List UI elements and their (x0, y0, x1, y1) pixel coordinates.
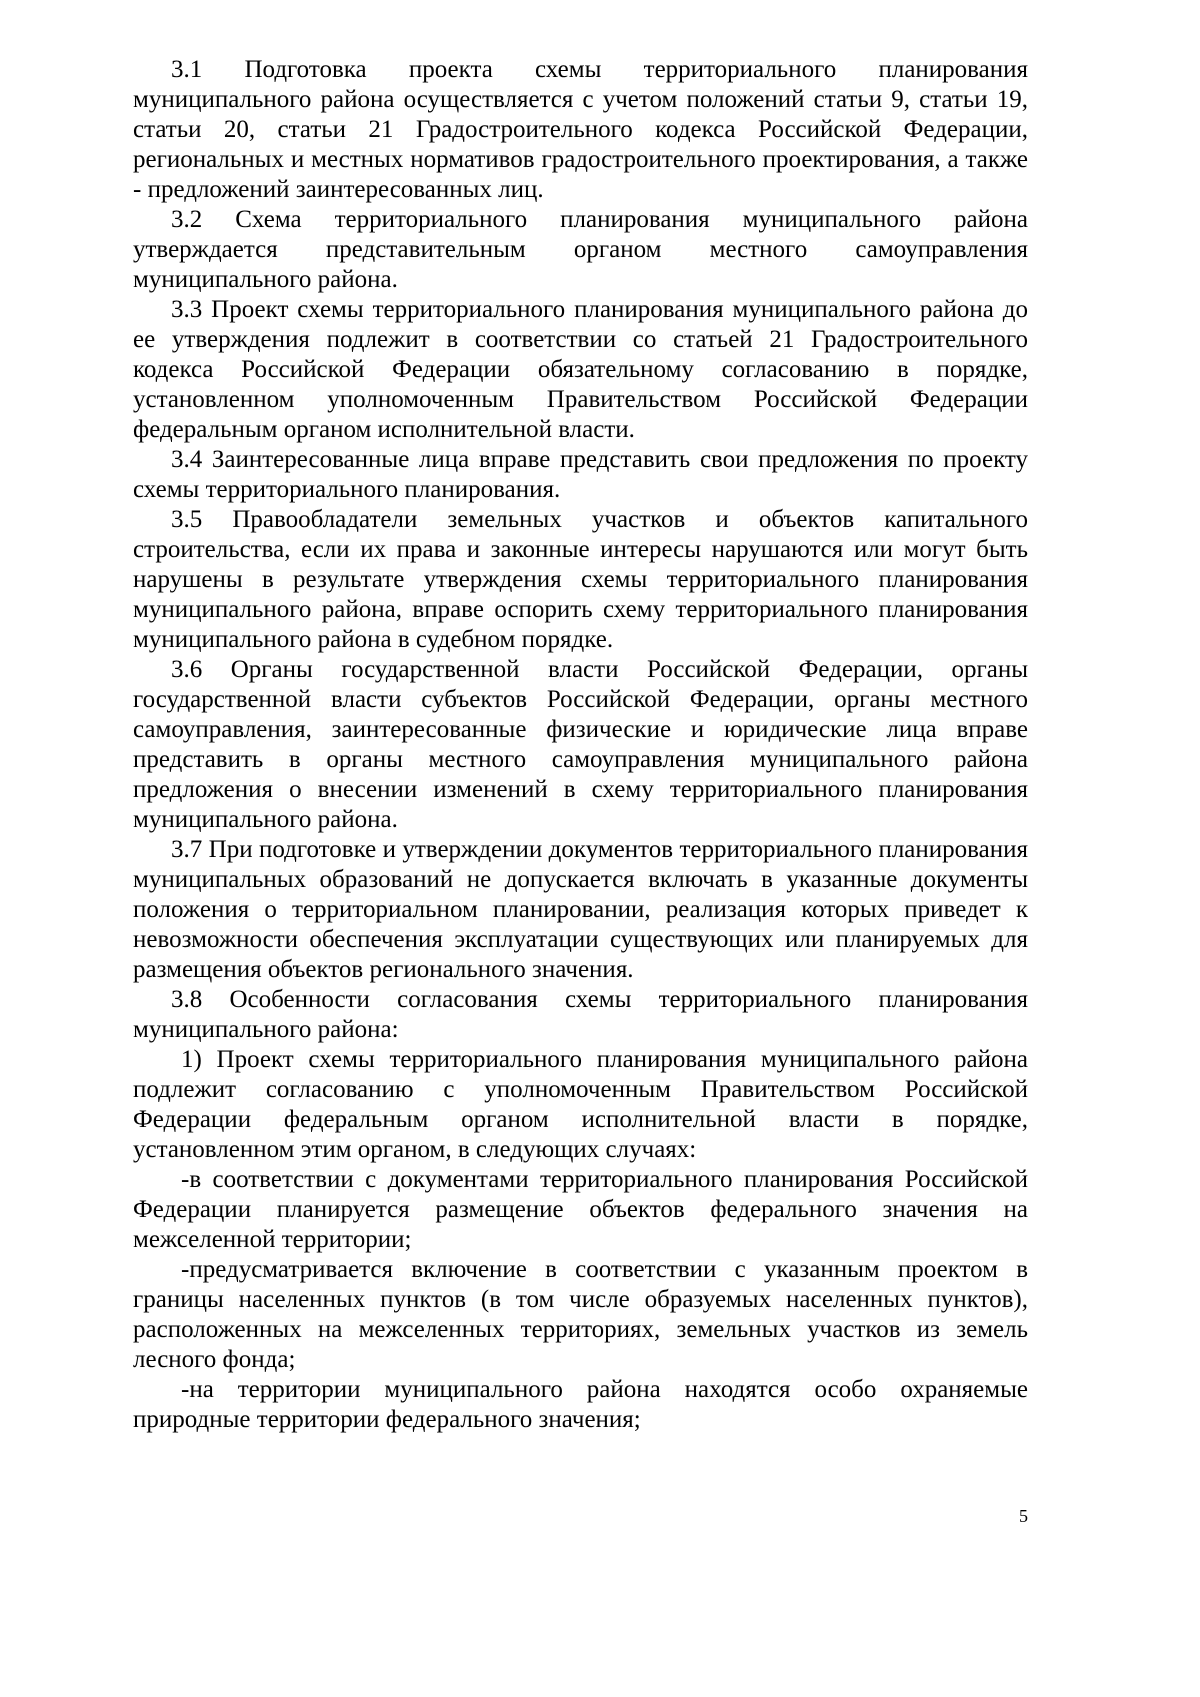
paragraph-3-5: 3.5 Правообладатели земельных участков и объектов капитального строительства, если их права и законные интересы нарушаются или могут быть нарушены в результате утверждения схемы территориального планирования муниципального района, вправе оспорить схему территориального планирования муниципального района в судебном порядке. (133, 506, 1028, 653)
document-body (133, 55, 1028, 1435)
paragraph-3-8: 3.8 Особенности согласования схемы территориального планирования муниципального района: (133, 986, 1028, 1043)
list-item-forest-lands: -предусматривается включение в соответствии с указанным проектом в границы населенных пунктов (в том числе образуемых населенных пунктов), расположенных на межселенных территориях, земельных участков из земель лесного фонда; (133, 1256, 1028, 1373)
page-number: 5 (1019, 1506, 1028, 1526)
list-item-federal-objects: -в соответствии с документами территориального планирования Российской Федерации планируется размещение объектов федерального значения на межселенной территории; (133, 1166, 1028, 1253)
paragraph-3-3: 3.3 Проект схемы территориального планирования муниципального района до ее утверждения подлежит в соответствии со статьей 21 Градостроительного кодекса Российской Федерации обязательному согласованию в порядке, установленном уполномоченным Правительством Российской Федерации федеральным органом исполнительной власти. (133, 296, 1028, 443)
paragraph-3-4: 3.4 Заинтересованные лица вправе представить свои предложения по проекту схемы территориального планирования. (133, 446, 1028, 503)
paragraph-3-6: 3.6 Органы государственной власти Российской Федерации, органы государственной власти субъектов Российской Федерации, органы местного самоуправления, заинтересованные физические и юридические лица вправе представить в органы местного самоуправления муниципального района предложения о внесении изменений в схему территориального планирования муниципального района. (133, 656, 1028, 833)
list-item-protected-areas: -на территории муниципального района находятся особо охраняемые природные территории федерального значения; (133, 1376, 1028, 1433)
paragraph-3-7: 3.7 При подготовке и утверждении документов территориального планирования муниципальных образований не допускается включать в указанные документы положения о территориальном планировании, реализация которых приведет к невозможности обеспечения эксплуатации существующих или планируемых для размещения объектов регионального значения. (133, 836, 1028, 983)
paragraph-3-1: 3.1 Подготовка проекта схемы территориального планирования муниципального района осуществляется с учетом положений статьи 9, статьи 19, статьи 20, статьи 21 Градостроительного кодекса Российской Федерации, региональных и местных нормативов градостроительного проектирования, а также - предложений заинтересованных лиц. (133, 56, 1028, 203)
subparagraph-1: 1) Проект схемы территориального планирования муниципального района подлежит согласованию с уполномоченным Правительством Российской Федерации федеральным органом исполнительной власти в порядке, установленном этим органом, в следующих случаях: (133, 1046, 1028, 1163)
paragraph-3-2: 3.2 Схема территориального планирования муниципального района утверждается представительным органом местного самоуправления муниципального района. (133, 206, 1028, 293)
